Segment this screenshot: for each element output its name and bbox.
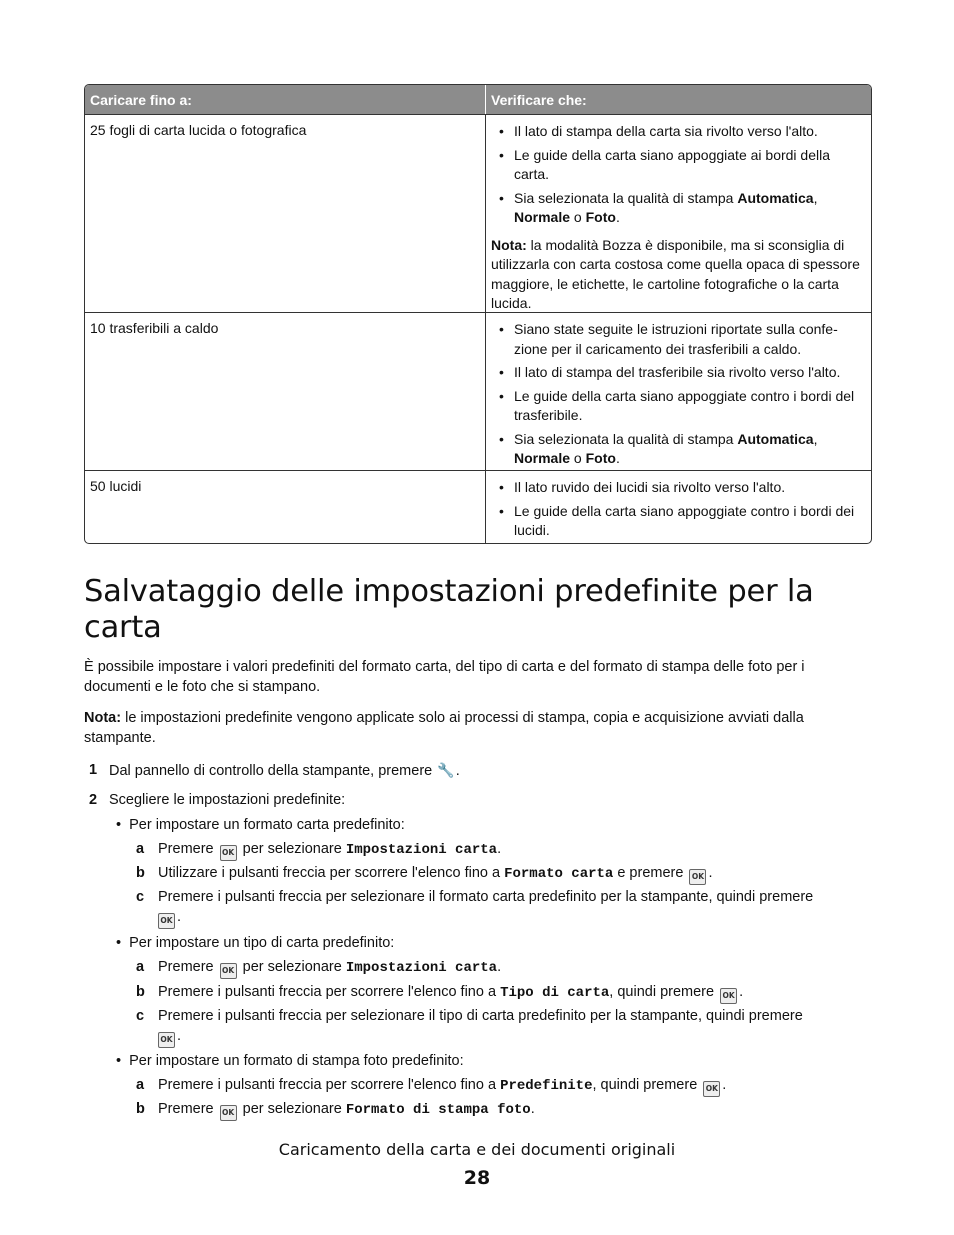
header-load-up-to: Caricare fino a: bbox=[85, 85, 486, 114]
list-item: • Sia selezionata la qualità di stampa Automatica, Normale o Foto. bbox=[491, 189, 867, 228]
ok-icon: OK bbox=[720, 988, 737, 1004]
section-heading: Salvataggio delle impostazioni predefinite per la carta bbox=[84, 574, 814, 645]
ok-icon: OK bbox=[158, 913, 175, 929]
list-item: • Siano state seguite le istruzioni riportate sulla confe-zione per il caricamento dei trasferibili a caldo. bbox=[491, 320, 867, 359]
header-check-that: Verificare che: bbox=[491, 92, 587, 108]
ok-icon: OK bbox=[220, 845, 237, 861]
check-cell bbox=[486, 115, 871, 312]
load-cell: 50 lucidi bbox=[85, 471, 486, 543]
table-row bbox=[85, 114, 871, 312]
table-row bbox=[85, 312, 871, 470]
list-item: • Il lato di stampa del trasferibile sia rivolto verso l'alto. bbox=[491, 363, 867, 383]
table-header bbox=[85, 85, 871, 114]
ok-icon: OK bbox=[158, 1032, 175, 1048]
note-paragraph: Nota: le impostazioni predefinite vengono applicate solo ai processi di stampa, copia e acquisizione avviati dalla stampante. bbox=[84, 710, 804, 746]
step-text: Scegliere le impostazioni predefinite: bbox=[109, 792, 346, 808]
footer-title: Caricamento della carta e dei documenti originali bbox=[278, 1140, 676, 1159]
check-cell bbox=[486, 471, 871, 543]
list-item: • Sia selezionata la qualità di stampa Automatica, Normale o Foto. bbox=[491, 430, 867, 469]
ok-icon: OK bbox=[220, 963, 237, 979]
step-number: 1 bbox=[89, 762, 98, 778]
page-number: 28 bbox=[463, 1167, 491, 1189]
paper-load-table bbox=[84, 84, 872, 544]
bullet-paper-size: • Per impostare un formato carta predefinito: bbox=[116, 817, 405, 833]
list-item: • Le guide della carta siano appoggiate ai bordi della carta. bbox=[491, 146, 867, 185]
list-item: • Le guide della carta siano appoggiate contro i bordi del trasferibile. bbox=[491, 387, 867, 426]
intro-paragraph: È possibile impostare i valori predefiniti del formato carta, del tipo di carta e del formato di stampa delle foto per i documenti e le foto che si stampano. bbox=[84, 659, 805, 695]
list-item: • Le guide della carta siano appoggiate contro i bordi dei lucidi. bbox=[491, 502, 867, 541]
load-cell: 10 trasferibili a caldo bbox=[85, 313, 486, 470]
ok-icon: OK bbox=[689, 869, 706, 885]
check-cell bbox=[486, 313, 871, 470]
list-item: • Il lato di stampa della carta sia rivolto verso l'alto. bbox=[491, 122, 867, 142]
bullet-photo-size: • Per impostare un formato di stampa foto predefinito: bbox=[116, 1053, 464, 1069]
load-cell: 25 fogli di carta lucida o fotografica bbox=[85, 115, 486, 312]
ok-icon: OK bbox=[703, 1081, 720, 1097]
list-item: • Il lato ruvido dei lucidi sia rivolto verso l'alto. bbox=[491, 478, 867, 498]
step-number: 2 bbox=[89, 792, 98, 808]
wrench-icon: 🔧 bbox=[437, 762, 455, 778]
bullet-paper-type: • Per impostare un tipo di carta predefinito: bbox=[116, 935, 395, 951]
table-row bbox=[85, 470, 871, 543]
ok-icon: OK bbox=[220, 1105, 237, 1121]
table-note: Nota: la modalità Bozza è disponibile, ma si sconsiglia di utilizzarla con carta costosa come quella opaca di spessore maggiore, le etichette, le cartoline fotografiche o la carta lucida. bbox=[491, 236, 860, 311]
step-text: Dal pannello di controllo della stampante, premere bbox=[109, 763, 433, 779]
